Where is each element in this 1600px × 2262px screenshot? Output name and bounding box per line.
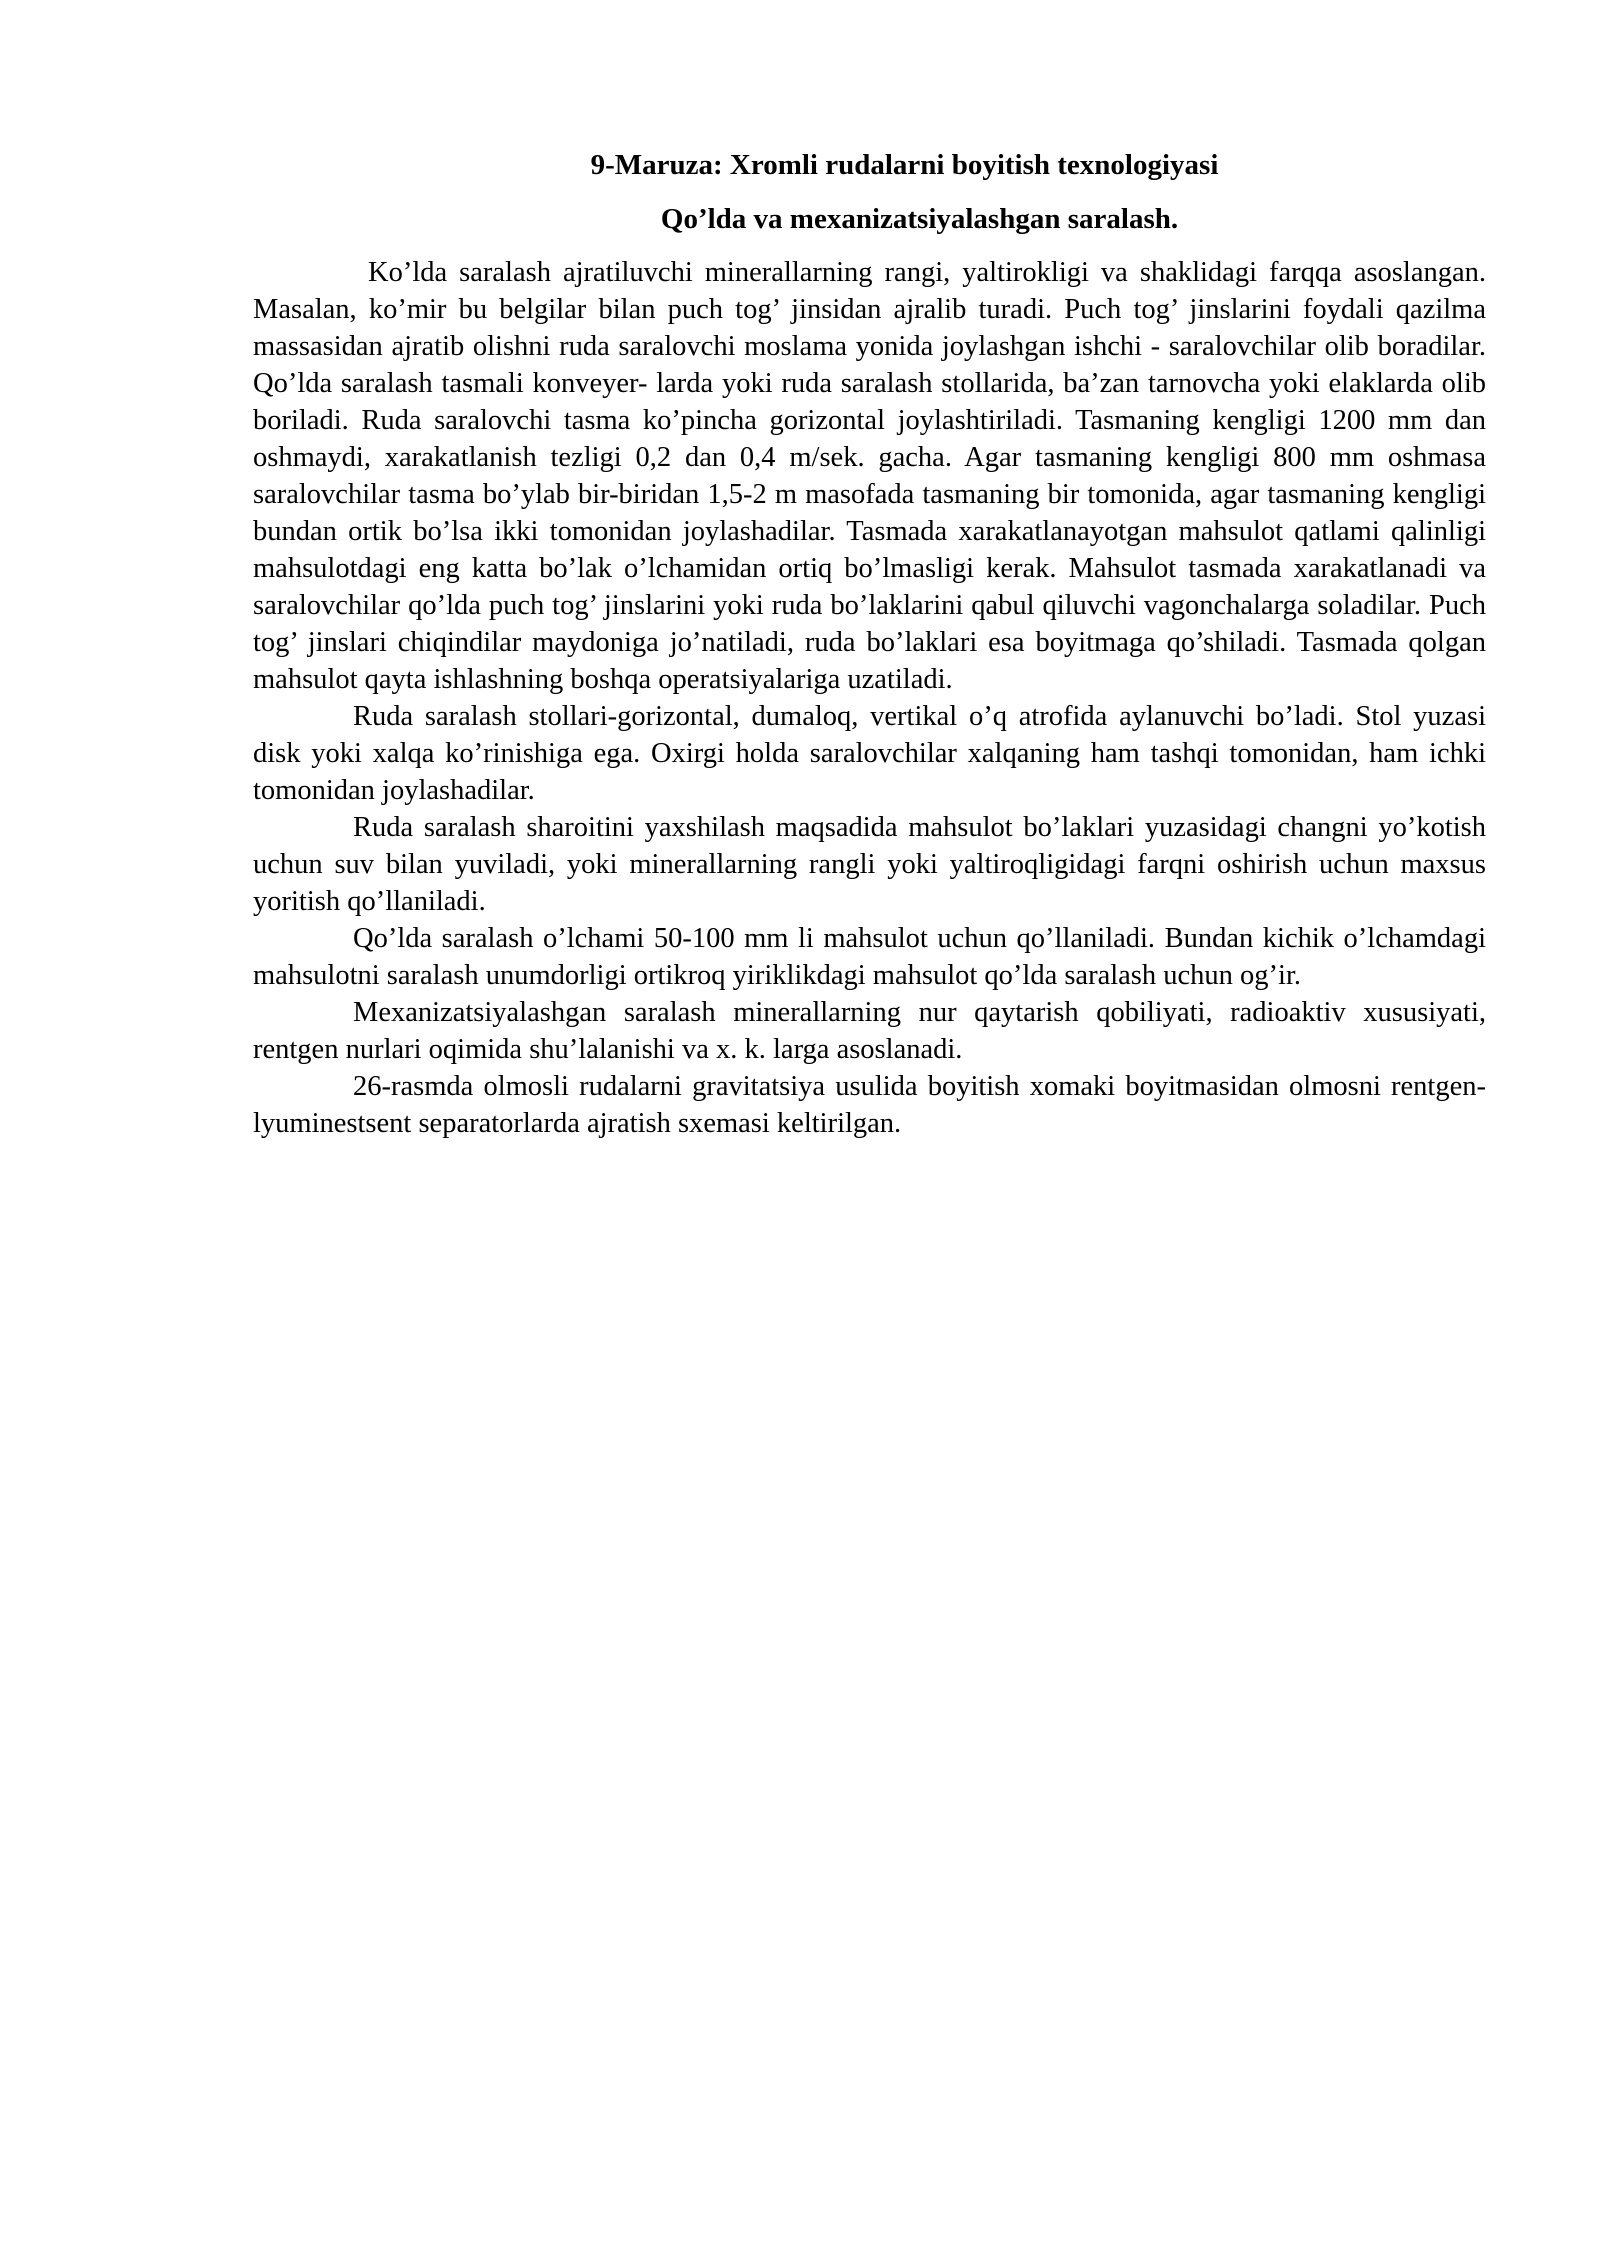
paragraph-sorting-conditions: Ruda saralash sharoitini yaxshilash maqsadida mahsulot bo’laklari yuzasidagi changni yo’kotish uchun suv bilan yuviladi, yoki minerallarning rangli yoki yaltiroqligidagi farqni oshirish uchun maxsus yoritish qo’llaniladi. [253,812,1486,917]
paragraph-size-range: Qo’lda saralash o’lchami 50-100 mm li mahsulot uchun qo’llaniladi. Bundan kichik o’lchamdagi mahsulotni saralash unumdorligi ortikroq yiriklikdagi mahsulot qo’lda saralash uchun og’ir. [253,923,1486,991]
paragraph-manual-sorting: Ko’lda saralash ajratiluvchi minerallarning rangi, yaltirokligi va shaklidagi farqqa asoslangan. Masalan, ko’mir bu belgilar bilan puch tog’ jinsidan ajralib turadi. Puch tog’ jinslarini foydali qazilma massasidan ajratib olishni ruda saralovchi moslama yonida joylashgan ishchi - saralovchilar olib boradilar. Qo’lda saralash tasmali konveyer- larda yoki ruda saralash stollarida, ba’zan tarnovcha yoki elaklarda olib boriladi. Ruda saralovchi tasma ko’pincha gorizontal joylashtiriladi. Tasmaning kengligi 1200 mm dan oshmaydi, xarakatlanish tezligi 0,2 dan 0,4 m/sek. gacha. Agar tasmaning kengligi 800 mm oshmasa saralovchilar tasma bo’ylab bir-biridan 1,5-2 m masofada tasmaning bir tomonida, agar tasmaning kengligi bundan ortik bo’lsa ikki tomonidan joylashadilar. Tasmada xarakatlanayotgan mahsulot qatlami qalinligi mahsulotdagi eng katta bo’lak o’lchamidan ortiq bo’lmasligi kerak. Mahsulot tasmada xarakatlanadi va saralovchilar qo’lda puch tog’ jinslarini yoki ruda bo’laklarini qabul qiluvchi vagonchalarga soladilar. Puch tog’ jinslari chiqindilar maydoniga jo’natiladi, ruda bo’laklari esa boyitmaga qo’shiladi. Tasmada qolgan mahsulot qayta ishlashning boshqa operatsiyalariga uzatiladi. [253,257,1486,695]
document-body [253,254,1486,1142]
paragraph-figure-reference: 26-rasmda olmosli rudalarni gravitatsiya usulida boyitish xomaki boyitmasidan olmosni rentgen-lyuminestsent separatorlarda ajratish sxemasi keltirilgan. [253,1071,1486,1139]
document-subtitle: Qo’lda va mexanizatsiyalashgan saralash. [660,203,1179,235]
paragraph-sorting-tables: Ruda saralash stollari-gorizontal, dumaloq, vertikal o’q atrofida aylanuvchi bo’ladi. Stol yuzasi disk yoki xalqa ko’rinishiga ega. Oxirgi holda saralovchilar xalqaning ham tashqi tomonidan, ham ichki tomonidan joylashadilar. [253,701,1486,806]
document-content [253,148,1486,1142]
paragraph-mechanized-sorting: Mexanizatsiyalashgan saralash minerallarning nur qaytarish qobiliyati, radioaktiv xususiyati, rentgen nurlari oqimida shu’lalanishi va x. k. larga asoslanadi. [253,997,1486,1065]
document-title: 9-Maruza: Xromli rudalarni boyitish texnologiyasi [590,149,1219,181]
